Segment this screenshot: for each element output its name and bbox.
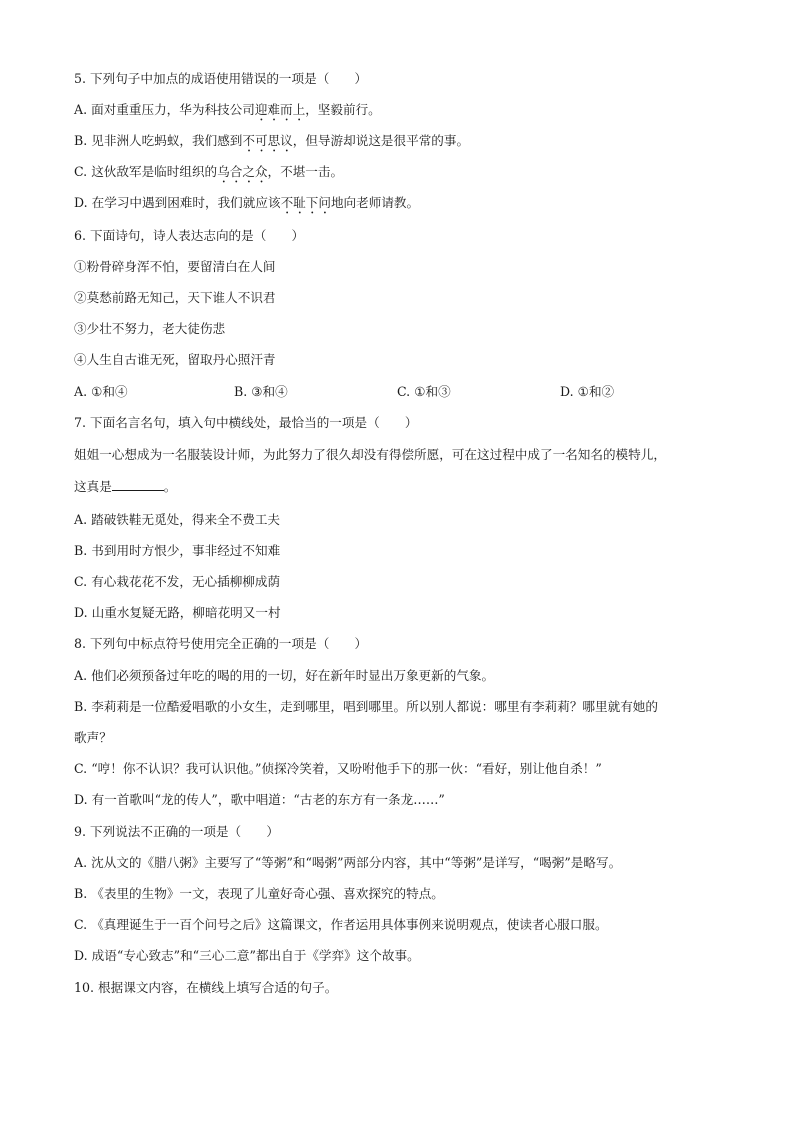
q10-stem: 10. 根据课文内容，在横线上填写合适的句子。 xyxy=(74,980,338,995)
q6-line-2: ②莫愁前路无知己，天下谁人不识君 xyxy=(74,290,276,305)
q8-option-a: A. 他们必须预备过年吃的喝的用的一切，好在新年时显出万象更新的气象。 xyxy=(74,668,495,683)
q5-option-c: C. 这伙敌军是临时组织的乌合之众，不堪一击。 xyxy=(74,164,344,179)
q6-option-b: B. ③和④ xyxy=(234,384,288,399)
q7-passage-line-2: 这真是 。 xyxy=(74,479,177,494)
q7-fill-blank xyxy=(112,478,164,491)
q7-option-a: A. 踏破铁鞋无觅处，得来全不费工夫 xyxy=(74,512,281,527)
q5-option-a: A. 面对重重压力，华为科技公司迎难而上，坚毅前行。 xyxy=(74,102,381,117)
q6-option-c: C. ①和③ xyxy=(397,384,451,399)
q5-d-idiom: 不耻下问 xyxy=(280,195,331,210)
q5-stem: 5. 下列句子中加点的成语使用错误的一项是（ ） xyxy=(74,71,368,86)
q9-option-d: D. 成语“专心致志”和“三心二意”都出自于《学弈》这个故事。 xyxy=(74,948,420,963)
q7-option-c: C. 有心栽花花不发，无心插柳柳成荫 xyxy=(74,574,281,589)
q6-line-4: ④人生自古谁无死，留取丹心照汗青 xyxy=(74,352,276,367)
q8-stem: 8. 下列句中标点符号使用完全正确的一项是（ ） xyxy=(74,636,368,651)
q5-c-idiom: 乌合之众 xyxy=(217,164,268,179)
q9-option-c: C. 《真理诞生于一百个问号之后》这篇课文，作者运用具体事例来说明观点，使读者心服口服。 xyxy=(74,917,608,932)
q6-line-3: ③少壮不努力，老大徒伤悲 xyxy=(74,321,226,336)
q5-b-idiom: 不可思议 xyxy=(242,133,293,148)
q7-option-d: D. 山重水复疑无路，柳暗花明又一村 xyxy=(74,605,281,620)
q6-stem: 6. 下面诗句，诗人表达志向的是（ ） xyxy=(74,228,305,243)
q9-option-b: B. 《表里的生物》一文，表现了儿童好奇心强、喜欢探究的特点。 xyxy=(74,886,444,901)
q8-option-c: C. “哼！你不认识？我可认识他。”侦探冷笑着，又吩咐他手下的那一伙：“看好，别让他自杀！” xyxy=(74,761,602,776)
q6-line-1: ①粉骨碎身浑不怕，要留清白在人间 xyxy=(74,259,276,274)
q5-a-idiom: 迎难而上 xyxy=(254,102,306,117)
q6-option-d: D. ①和② xyxy=(560,384,615,399)
q7-option-b: B. 书到用时方恨少，事非经过不知难 xyxy=(74,543,281,558)
q6-option-a: A. ①和④ xyxy=(74,384,128,399)
q8-option-d: D. 有一首歌叫“龙的传人”，歌中唱道：“古老的东方有一条龙……” xyxy=(74,792,445,807)
q8-option-b-line-2: 歌声？ xyxy=(74,730,112,745)
q7-stem: 7. 下面名言名句，填入句中横线处，最恰当的一项是（ ） xyxy=(74,415,418,430)
q9-stem: 9. 下列说法不正确的一项是（ ） xyxy=(74,824,279,839)
q5-option-d: D. 在学习中遇到困难时，我们就应该不耻下问地向老师请教。 xyxy=(74,195,420,210)
q8-option-b-line-1: B. 李莉莉是一位酷爱唱歌的小女生，走到哪里，唱到哪里。所以别人都说：哪里有李莉莉？哪里就有她的 xyxy=(74,699,658,714)
q9-option-a: A. 沈从文的《腊八粥》主要写了“等粥”和“喝粥”两部分内容，其中“等粥”是详写，“喝粥”是略写。 xyxy=(74,855,622,870)
q5-option-b: B. 见非洲人吃蚂蚁，我们感到不可思议，但导游却说这是很平常的事。 xyxy=(74,133,470,148)
q7-passage-line-1: 姐姐一心想成为一名服装设计师，为此努力了很久却没有得偿所愿，可在这过程中成了一名知名的模特儿， xyxy=(74,447,666,462)
